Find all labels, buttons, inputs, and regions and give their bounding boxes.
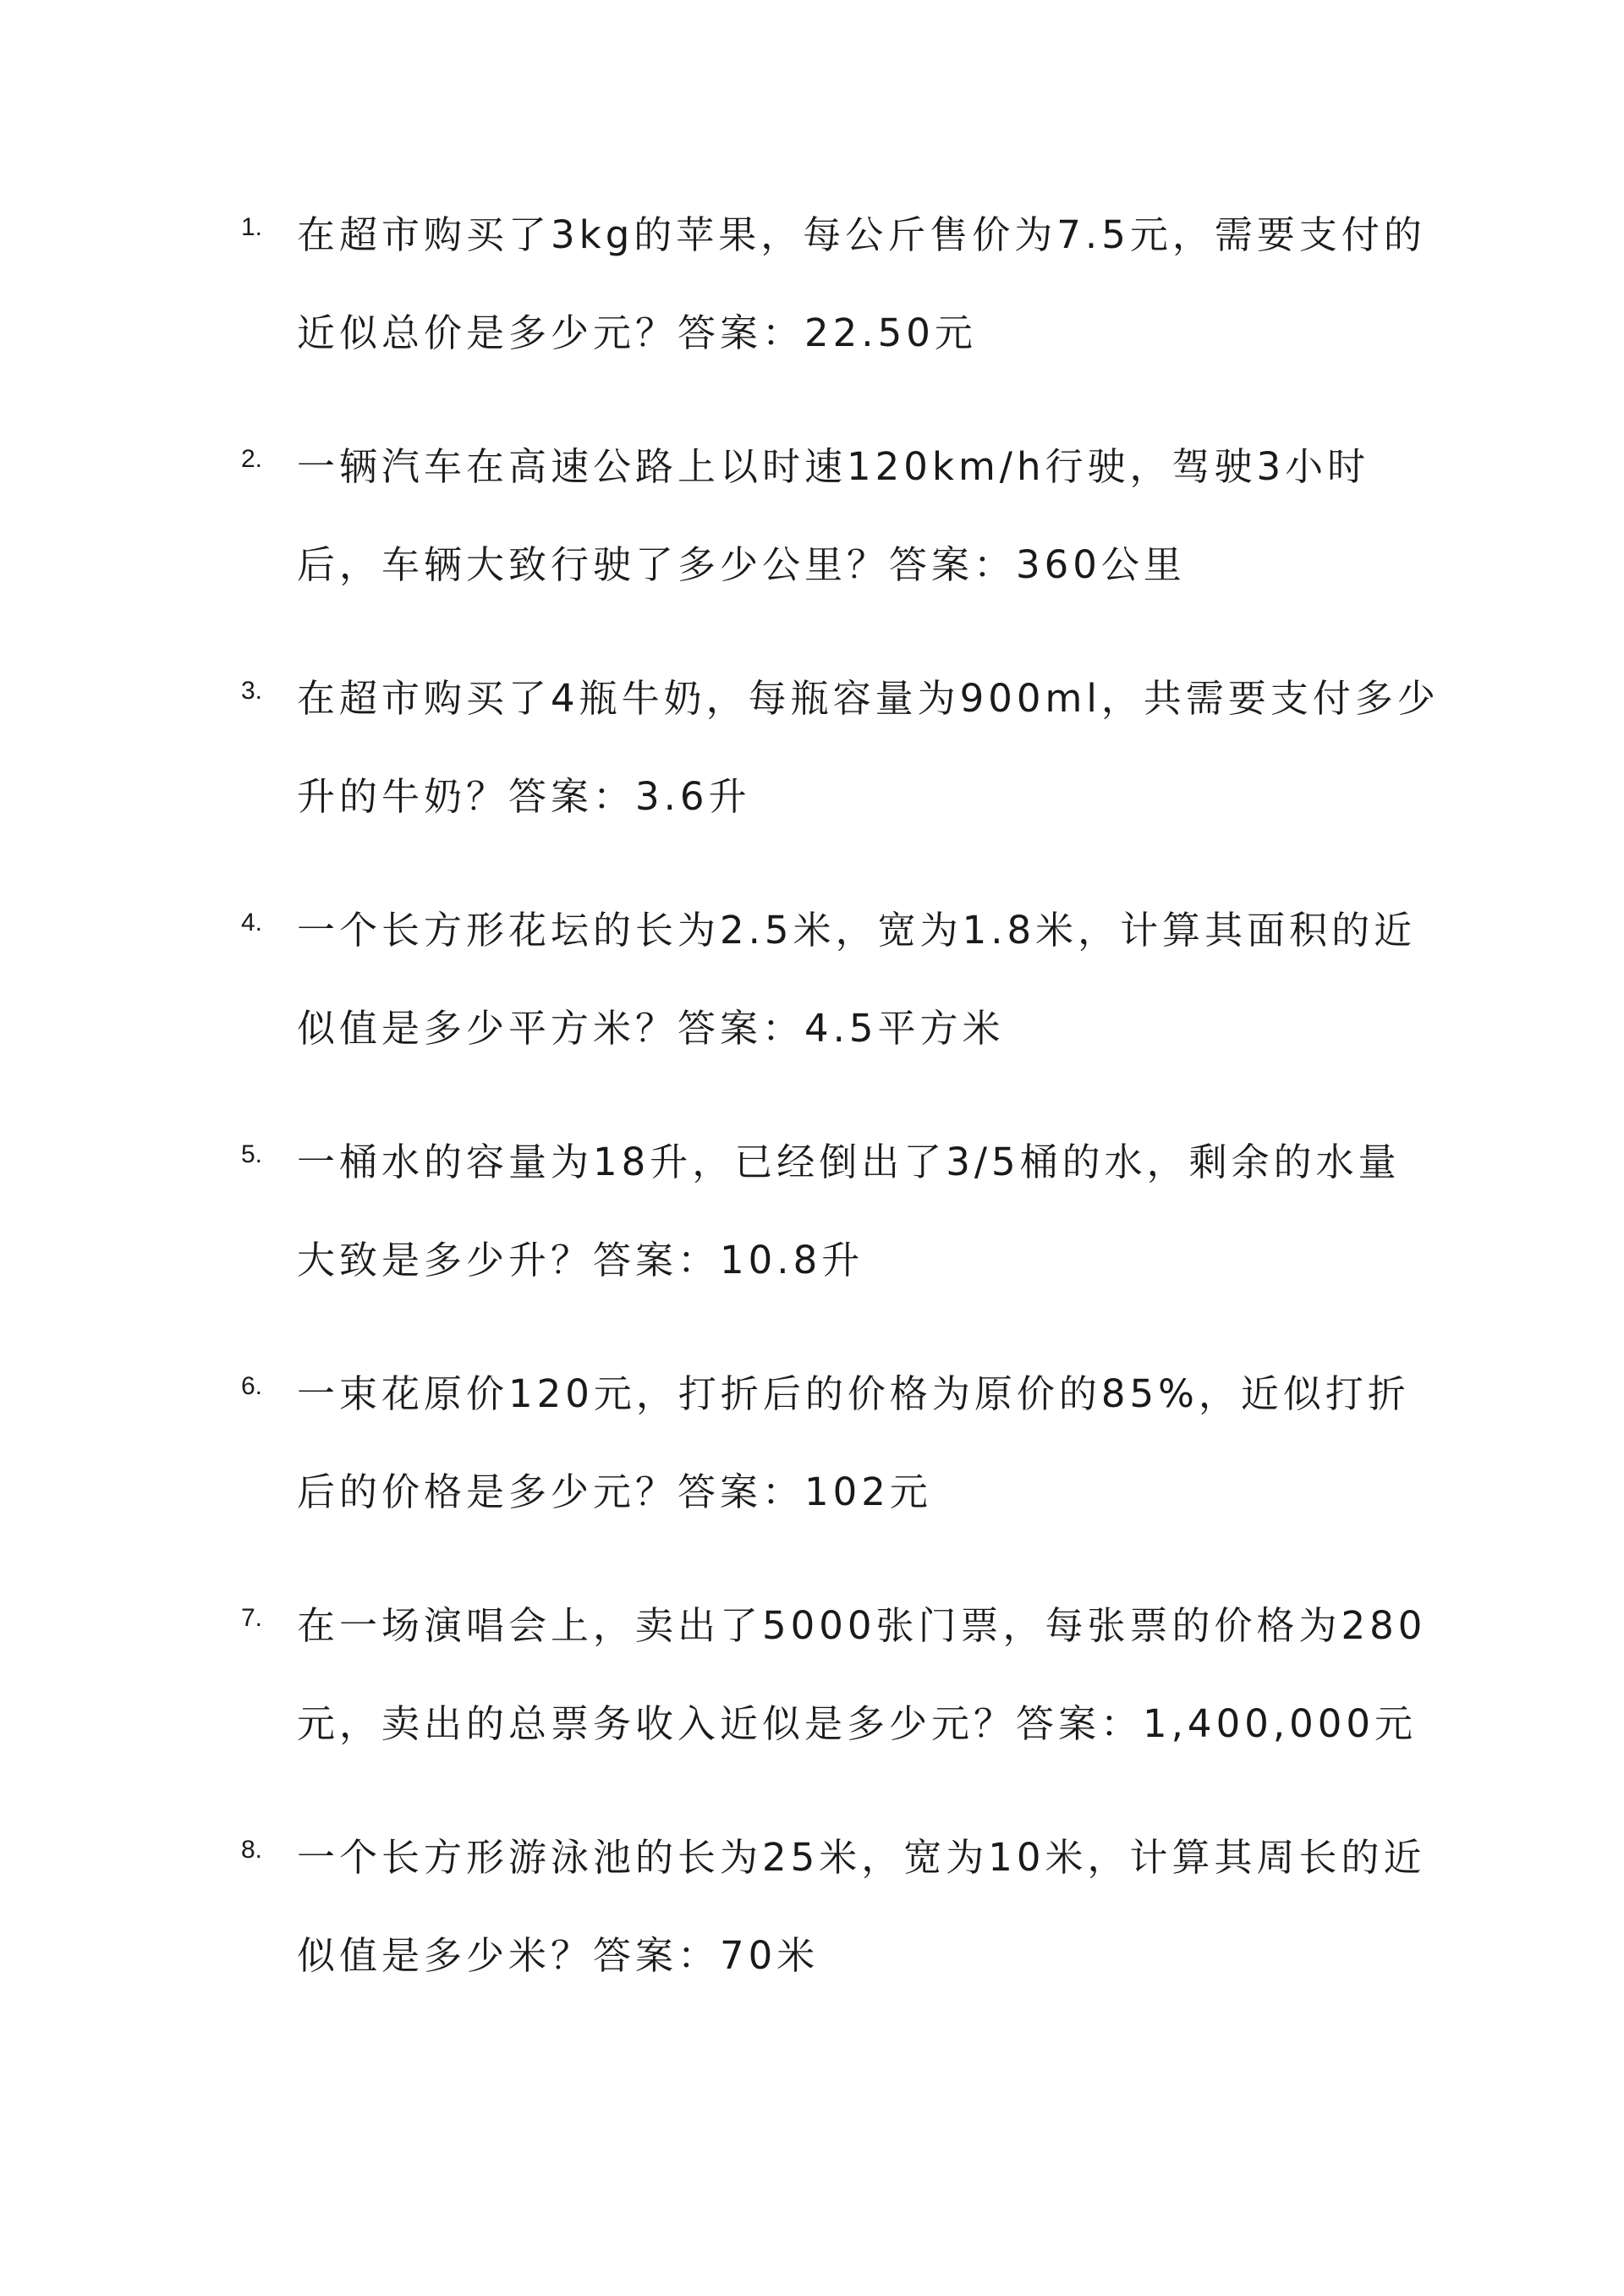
- question-number: 8.: [241, 1836, 263, 1864]
- question-number: 6.: [241, 1372, 263, 1400]
- question-number: 3.: [241, 677, 263, 705]
- question-item: [241, 1809, 1442, 2005]
- question-item: [241, 1577, 1442, 1773]
- question-item: [241, 418, 1442, 614]
- question-text: 一束花原价120元，打折后的价格为原价的85%，近似打折后的价格是多少元？答案：102元: [297, 1371, 1410, 1514]
- question-text: 一个长方形花坛的长为2.5米，宽为1.8米，计算其面积的近似值是多少平方米？答案：4.5平方米: [297, 908, 1417, 1051]
- question-list: [241, 186, 1442, 2041]
- question-text: 一桶水的容量为18升，已经倒出了3/5桶的水，剩余的水量大致是多少升？答案：10.8升: [297, 1140, 1401, 1283]
- question-item: [241, 882, 1442, 1078]
- question-number: 5.: [241, 1140, 263, 1168]
- question-number: 2.: [241, 445, 263, 473]
- question-text: 在超市购买了3kg的苹果，每公斤售价为7.5元，需要支付的近似总价是多少元？答案：22.50元: [297, 212, 1426, 355]
- question-item: [241, 650, 1442, 846]
- question-item: [241, 186, 1442, 382]
- question-text: 在超市购买了4瓶牛奶，每瓶容量为900ml，共需要支付多少升的牛奶？答案：3.6升: [297, 676, 1440, 819]
- question-item: [241, 1345, 1442, 1541]
- question-text: 一辆汽车在高速公路上以时速120km/h行驶，驾驶3小时后，车辆大致行驶了多少公里？答案：360公里: [297, 444, 1370, 587]
- question-number: 4.: [241, 909, 263, 937]
- question-text: 一个长方形游泳池的长为25米，宽为10米，计算其周长的近似值是多少米？答案：70米: [297, 1835, 1426, 1978]
- question-number: 7.: [241, 1604, 263, 1632]
- question-text: 在一场演唱会上，卖出了5000张门票，每张票的价格为280元，卖出的总票务收入近似是多少元？答案：1,400,000元: [297, 1603, 1427, 1746]
- question-item: [241, 1113, 1442, 1310]
- question-number: 1.: [241, 213, 263, 241]
